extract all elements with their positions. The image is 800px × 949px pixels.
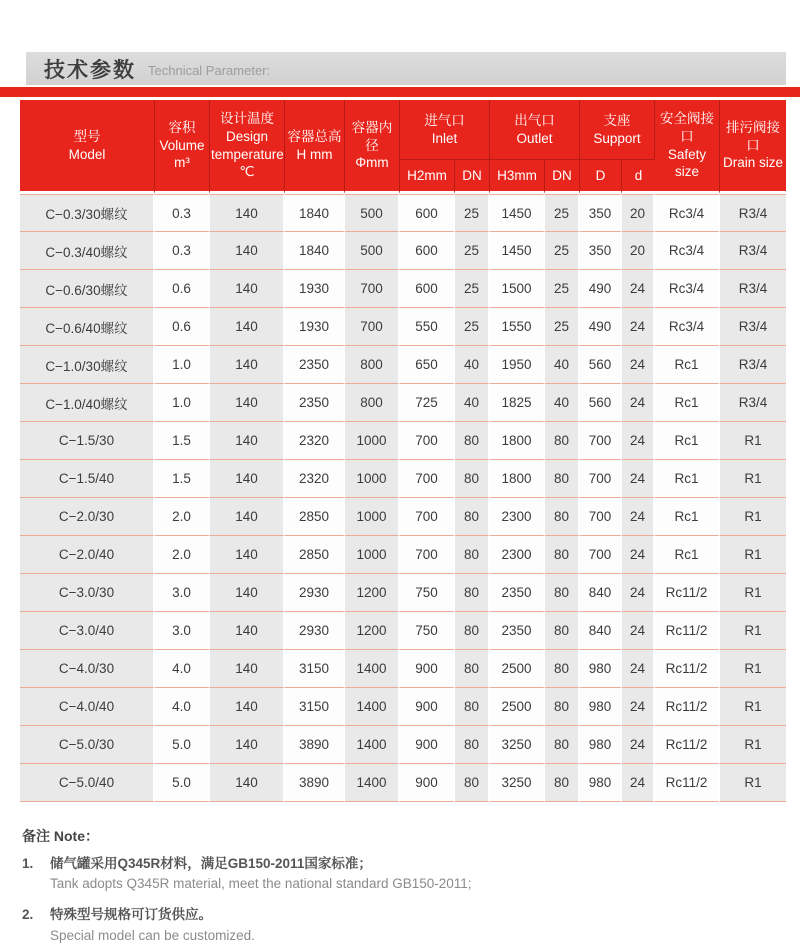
table-cell: 1.0 — [155, 384, 210, 422]
col-header-model — [20, 100, 155, 194]
table-head — [20, 100, 786, 194]
note-number: 1. — [22, 856, 34, 871]
table-cell: 80 — [545, 650, 580, 688]
note-text-cn: 特殊型号规格可订货供应。 — [50, 907, 212, 923]
page-title: 技术参数 — [44, 58, 136, 82]
table-cell: C−4.0/40 — [20, 688, 155, 726]
table-cell: Rc1 — [655, 346, 720, 384]
table-cell: 350 — [580, 232, 622, 270]
table-cell: 25 — [545, 232, 580, 270]
col-header-volume-cn: 容积 — [168, 120, 196, 136]
notes-section — [22, 826, 762, 949]
table-cell: 490 — [580, 270, 622, 308]
table-cell: C−1.0/30螺纹 — [20, 346, 155, 384]
parameters-table — [20, 100, 786, 802]
table-cell: 24 — [622, 612, 655, 650]
table-cell: 800 — [345, 384, 400, 422]
table-cell: 24 — [622, 574, 655, 612]
table-cell: 4.0 — [155, 688, 210, 726]
table-cell: 700 — [580, 536, 622, 574]
table-cell: 980 — [580, 650, 622, 688]
table-cell: 80 — [545, 422, 580, 460]
table-cell: R3/4 — [720, 232, 786, 270]
table-cell: R3/4 — [720, 194, 786, 232]
table-cell: 25 — [545, 194, 580, 232]
table-cell: Rc1 — [655, 384, 720, 422]
table-cell: 24 — [622, 764, 655, 802]
col-group-support-en: Support — [593, 130, 641, 146]
table-cell: 500 — [345, 194, 400, 232]
table-cell: 80 — [545, 612, 580, 650]
table-row — [20, 536, 786, 574]
col-group-outlet-en: Outlet — [516, 130, 553, 146]
table-cell: Rc11/2 — [655, 764, 720, 802]
table-cell: R1 — [720, 422, 786, 460]
table-cell: R3/4 — [720, 346, 786, 384]
table-cell: 900 — [400, 650, 455, 688]
table-cell: 40 — [545, 384, 580, 422]
table-cell: 80 — [545, 498, 580, 536]
table-cell: R1 — [720, 612, 786, 650]
table-cell: 140 — [210, 194, 285, 232]
table-cell: 490 — [580, 308, 622, 346]
table-cell: 700 — [400, 460, 455, 498]
table-cell: 2850 — [285, 498, 345, 536]
table-cell: C−4.0/30 — [20, 650, 155, 688]
col-header-volume-en: Volume — [159, 137, 205, 153]
table-cell: 1200 — [345, 574, 400, 612]
table-cell: C−5.0/40 — [20, 764, 155, 802]
table-cell: 980 — [580, 726, 622, 764]
table-cell: 900 — [400, 764, 455, 802]
table-row — [20, 422, 786, 460]
col-header-temperature-cn: 设计温度 — [220, 111, 274, 127]
table-cell: 725 — [400, 384, 455, 422]
table-cell: C−2.0/30 — [20, 498, 155, 536]
note-body — [50, 906, 255, 944]
table-cell: R3/4 — [720, 308, 786, 346]
table-cell: 1840 — [285, 232, 345, 270]
col-subheader-inlet-h2: H2mm — [400, 160, 455, 194]
table-cell: 1800 — [490, 460, 545, 498]
table-cell: 2850 — [285, 536, 345, 574]
table-cell: 840 — [580, 574, 622, 612]
table-cell: 2930 — [285, 574, 345, 612]
table-cell: 20 — [622, 194, 655, 232]
col-subheader-support-D: D — [580, 160, 622, 194]
table-cell: 1.0 — [155, 346, 210, 384]
table-cell: 2320 — [285, 460, 345, 498]
table-cell: 560 — [580, 384, 622, 422]
col-header-drain-cn: 排污阀接口 — [726, 120, 781, 153]
table-cell: Rc11/2 — [655, 612, 720, 650]
table-cell: 3.0 — [155, 612, 210, 650]
table-cell: 140 — [210, 688, 285, 726]
table-cell: 3890 — [285, 764, 345, 802]
table-cell: 2300 — [490, 498, 545, 536]
table-cell: C−5.0/30 — [20, 726, 155, 764]
table-cell: 80 — [455, 764, 490, 802]
table-cell: 140 — [210, 308, 285, 346]
table-cell: C−1.0/40螺纹 — [20, 384, 155, 422]
table-cell: 700 — [400, 498, 455, 536]
table-cell: 1930 — [285, 270, 345, 308]
col-group-outlet — [490, 100, 580, 160]
note-body — [50, 855, 472, 893]
table-cell: 2350 — [285, 346, 345, 384]
table-cell: C−0.3/30螺纹 — [20, 194, 155, 232]
table-cell: R1 — [720, 764, 786, 802]
col-header-diameter-cn: 容器内径 — [351, 120, 393, 153]
table-cell: 25 — [545, 270, 580, 308]
table-cell: 80 — [545, 764, 580, 802]
table-cell: 1930 — [285, 308, 345, 346]
table-cell: 24 — [622, 650, 655, 688]
col-header-height-cn: 容器总高 — [287, 128, 342, 144]
notes-label: 备注 Note： — [22, 828, 99, 844]
table-cell: 1000 — [345, 498, 400, 536]
col-header-safety-en: Safety size — [667, 146, 707, 180]
table-cell: 5.0 — [155, 764, 210, 802]
table-cell: 24 — [622, 460, 655, 498]
table-cell: 700 — [345, 308, 400, 346]
table-cell: 0.6 — [155, 270, 210, 308]
table-cell: 800 — [345, 346, 400, 384]
table-cell: 3250 — [490, 764, 545, 802]
note-text-en: Tank adopts Q345R material, meet the national standard GB150-2011; — [50, 876, 472, 892]
table-cell: 140 — [210, 384, 285, 422]
table-cell: 560 — [580, 346, 622, 384]
table-cell: 140 — [210, 764, 285, 802]
table-cell: 750 — [400, 612, 455, 650]
table-cell: 1400 — [345, 650, 400, 688]
table-row — [20, 726, 786, 764]
table-cell: 80 — [455, 536, 490, 574]
table-row — [20, 764, 786, 802]
table-cell: R1 — [720, 574, 786, 612]
table-cell: 0.6 — [155, 308, 210, 346]
table-cell: 24 — [622, 688, 655, 726]
table-cell: C−0.3/40螺纹 — [20, 232, 155, 270]
col-subheader-outlet-h3: H3mm — [490, 160, 545, 194]
table-cell: 4.0 — [155, 650, 210, 688]
table-row — [20, 270, 786, 308]
table-cell: Rc3/4 — [655, 194, 720, 232]
table-cell: 80 — [455, 498, 490, 536]
table-cell: 140 — [210, 346, 285, 384]
table-cell: 140 — [210, 574, 285, 612]
table-cell: 700 — [580, 498, 622, 536]
table-cell: 2500 — [490, 688, 545, 726]
col-group-inlet-cn: 进气口 — [424, 112, 465, 128]
table-cell: Rc11/2 — [655, 650, 720, 688]
table-cell: Rc3/4 — [655, 232, 720, 270]
table-cell: 1.5 — [155, 422, 210, 460]
note-number: 2. — [22, 907, 34, 923]
table-cell: 140 — [210, 422, 285, 460]
table-cell: 700 — [580, 422, 622, 460]
note-item — [22, 855, 762, 893]
table-cell: Rc11/2 — [655, 688, 720, 726]
table-cell: 140 — [210, 726, 285, 764]
table-cell: 1500 — [490, 270, 545, 308]
section-titlebar — [26, 52, 786, 85]
table-cell: 25 — [455, 194, 490, 232]
table-cell: 24 — [622, 308, 655, 346]
table-cell: 40 — [455, 346, 490, 384]
table-cell: 25 — [545, 308, 580, 346]
table-cell: 80 — [545, 688, 580, 726]
table-cell: 700 — [400, 422, 455, 460]
table-cell: 0.3 — [155, 232, 210, 270]
table-cell: R1 — [720, 650, 786, 688]
table-cell: 80 — [545, 536, 580, 574]
col-header-safety — [655, 100, 720, 194]
table-cell: 80 — [455, 460, 490, 498]
table-cell: 80 — [545, 460, 580, 498]
table-cell: 24 — [622, 536, 655, 574]
table-cell: Rc11/2 — [655, 574, 720, 612]
col-group-outlet-cn: 出气口 — [514, 112, 555, 128]
col-header-drain-en: Drain size — [723, 155, 784, 171]
col-subheader-inlet-dn: DN — [455, 160, 490, 194]
col-header-temperature-unit: ℃ — [239, 164, 255, 180]
col-group-inlet-en: Inlet — [431, 130, 458, 146]
table-cell: C−3.0/40 — [20, 612, 155, 650]
table-cell: 25 — [455, 308, 490, 346]
table-cell: 700 — [580, 460, 622, 498]
table-cell: 140 — [210, 232, 285, 270]
note-text-en: Special model can be customized. — [50, 927, 255, 943]
table-cell: Rc1 — [655, 422, 720, 460]
col-group-inlet — [400, 100, 490, 160]
table-row — [20, 460, 786, 498]
col-subheader-support-d: d — [622, 160, 655, 194]
col-header-diameter-en: Φmm — [355, 155, 389, 171]
col-subheader-outlet-dn: DN — [545, 160, 580, 194]
table-row — [20, 232, 786, 270]
table-row — [20, 346, 786, 384]
table-row — [20, 612, 786, 650]
table-cell: 550 — [400, 308, 455, 346]
table-row — [20, 194, 786, 232]
table-cell: 140 — [210, 612, 285, 650]
table-cell: C−1.5/40 — [20, 460, 155, 498]
table-cell: 1800 — [490, 422, 545, 460]
table-cell: Rc1 — [655, 460, 720, 498]
col-header-height-en: H mm — [296, 146, 333, 162]
table-cell: 2350 — [285, 384, 345, 422]
table-cell: 980 — [580, 764, 622, 802]
table-row — [20, 688, 786, 726]
table-cell: 24 — [622, 346, 655, 384]
table-cell: 40 — [545, 346, 580, 384]
table-row — [20, 574, 786, 612]
table-cell: 1840 — [285, 194, 345, 232]
table-cell: 24 — [622, 422, 655, 460]
table-cell: 140 — [210, 270, 285, 308]
table-cell: 1000 — [345, 460, 400, 498]
table-cell: 500 — [345, 232, 400, 270]
table-cell: 80 — [455, 422, 490, 460]
table-cell: 3150 — [285, 688, 345, 726]
table-cell: 1200 — [345, 612, 400, 650]
table-cell: 2300 — [490, 536, 545, 574]
table-cell: 1400 — [345, 726, 400, 764]
table-cell: 2350 — [490, 612, 545, 650]
table-row — [20, 308, 786, 346]
parameters-table-wrap — [20, 100, 786, 802]
note-text-cn: 储气罐采用Q345R材料，满足GB150-2011国家标准； — [50, 856, 372, 871]
table-cell: Rc1 — [655, 498, 720, 536]
table-cell: 24 — [622, 726, 655, 764]
table-cell: 1550 — [490, 308, 545, 346]
table-cell: 1450 — [490, 232, 545, 270]
table-cell: 1950 — [490, 346, 545, 384]
table-cell: 1825 — [490, 384, 545, 422]
table-cell: 900 — [400, 726, 455, 764]
table-body — [20, 194, 786, 802]
table-cell: 140 — [210, 536, 285, 574]
table-cell: 80 — [455, 612, 490, 650]
table-cell: 1400 — [345, 764, 400, 802]
table-cell: 1000 — [345, 536, 400, 574]
table-cell: 700 — [345, 270, 400, 308]
red-accent-bar — [0, 87, 800, 97]
col-header-volume-unit: m³ — [174, 155, 190, 171]
table-cell: 80 — [545, 726, 580, 764]
table-cell: 3150 — [285, 650, 345, 688]
table-row — [20, 498, 786, 536]
table-cell: C−2.0/40 — [20, 536, 155, 574]
table-cell: 25 — [455, 270, 490, 308]
table-cell: 3250 — [490, 726, 545, 764]
table-cell: 5.0 — [155, 726, 210, 764]
table-cell: Rc11/2 — [655, 726, 720, 764]
col-header-volume — [155, 100, 210, 194]
table-cell: 2930 — [285, 612, 345, 650]
table-cell: Rc3/4 — [655, 270, 720, 308]
col-header-drain — [720, 100, 786, 194]
table-cell: C−0.6/40螺纹 — [20, 308, 155, 346]
table-row — [20, 384, 786, 422]
table-cell: 24 — [622, 498, 655, 536]
col-header-temperature — [210, 100, 285, 194]
table-cell: 600 — [400, 232, 455, 270]
table-cell: 350 — [580, 194, 622, 232]
table-cell: 140 — [210, 498, 285, 536]
table-cell: R1 — [720, 460, 786, 498]
table-cell: Rc3/4 — [655, 308, 720, 346]
table-cell: 2320 — [285, 422, 345, 460]
table-cell: C−3.0/30 — [20, 574, 155, 612]
table-cell: 1000 — [345, 422, 400, 460]
table-cell: C−0.6/30螺纹 — [20, 270, 155, 308]
table-cell: R3/4 — [720, 270, 786, 308]
col-header-diameter — [345, 100, 400, 194]
table-cell: R1 — [720, 536, 786, 574]
table-cell: 80 — [455, 650, 490, 688]
table-cell: 600 — [400, 194, 455, 232]
table-cell: 80 — [455, 688, 490, 726]
col-header-model-en: Model — [68, 146, 106, 162]
page-subtitle: Technical Parameter: — [148, 63, 271, 78]
table-cell: 1.5 — [155, 460, 210, 498]
table-cell: 1400 — [345, 688, 400, 726]
table-cell: 3.0 — [155, 574, 210, 612]
table-cell: 3890 — [285, 726, 345, 764]
table-cell: 2.0 — [155, 536, 210, 574]
col-header-safety-cn: 安全阀接口 — [660, 111, 715, 144]
table-cell: 140 — [210, 650, 285, 688]
table-cell: R1 — [720, 498, 786, 536]
table-cell: Rc1 — [655, 536, 720, 574]
table-cell: 140 — [210, 460, 285, 498]
table-cell: 650 — [400, 346, 455, 384]
table-cell: 2350 — [490, 574, 545, 612]
table-cell: 0.3 — [155, 194, 210, 232]
table-cell: 40 — [455, 384, 490, 422]
table-cell: 24 — [622, 270, 655, 308]
table-cell: 840 — [580, 612, 622, 650]
table-cell: R1 — [720, 688, 786, 726]
table-cell: 25 — [455, 232, 490, 270]
table-cell: 750 — [400, 574, 455, 612]
table-cell: 80 — [455, 574, 490, 612]
table-cell: R3/4 — [720, 384, 786, 422]
col-group-support — [580, 100, 655, 160]
table-row — [20, 650, 786, 688]
note-item — [22, 906, 762, 944]
table-cell: 24 — [622, 384, 655, 422]
col-header-height — [285, 100, 345, 194]
col-header-temperature-en: Design temperature — [211, 128, 284, 162]
table-cell: 80 — [545, 574, 580, 612]
col-group-support-cn: 支座 — [603, 112, 631, 128]
table-cell: 20 — [622, 232, 655, 270]
table-cell: R1 — [720, 726, 786, 764]
table-cell: 1450 — [490, 194, 545, 232]
table-cell: 2500 — [490, 650, 545, 688]
table-cell: 700 — [400, 536, 455, 574]
table-cell: 2.0 — [155, 498, 210, 536]
table-cell: 980 — [580, 688, 622, 726]
col-header-model-cn: 型号 — [73, 128, 101, 144]
table-cell: 600 — [400, 270, 455, 308]
table-cell: 80 — [455, 726, 490, 764]
table-cell: 900 — [400, 688, 455, 726]
table-cell: C−1.5/30 — [20, 422, 155, 460]
